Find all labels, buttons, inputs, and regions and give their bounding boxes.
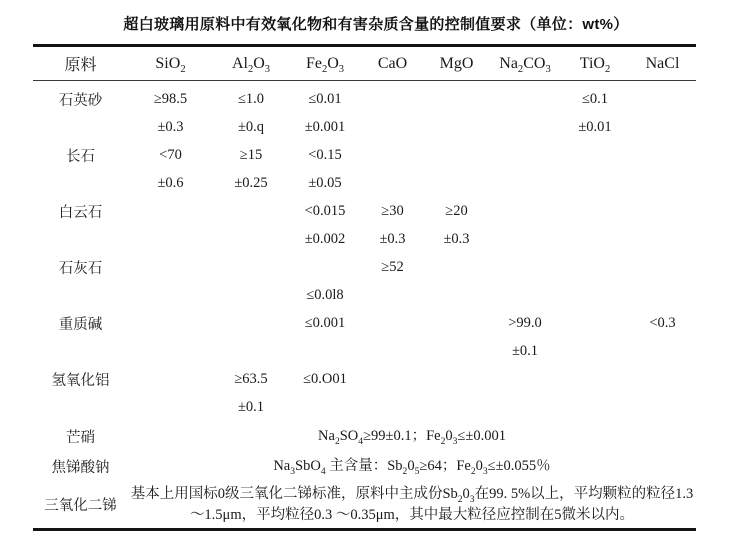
value-cell (424, 113, 489, 141)
value-cell (561, 393, 629, 421)
table-row (33, 481, 696, 530)
value-cell (361, 113, 424, 141)
value-cell (561, 337, 629, 365)
value-cell: ≥98.5 (153, 90, 188, 107)
span-value-cell: $Na_2SO_4\ge 99\pm 0.1$；$Fe_20_3\le\pm 0.001$ (318, 427, 506, 447)
value-cell: ≤0.001 (304, 314, 346, 331)
value-cell: ±0.001 (304, 118, 346, 135)
table-row (33, 169, 696, 197)
value-cell (289, 337, 361, 365)
material-label-cell: 白云石 (58, 204, 103, 221)
material-label-cell: 长石 (66, 148, 95, 165)
column-header: MgO (424, 46, 489, 81)
column-header: SiO$_2$ (128, 46, 213, 81)
value-cell (629, 141, 696, 169)
value-cell (561, 225, 629, 253)
value-cell (289, 253, 361, 281)
value-cell: ≤0.O01 (303, 370, 347, 387)
column-header: $Na_2CO_3$ (489, 46, 561, 81)
table-row (33, 225, 696, 253)
value-cell: <0.3 (649, 314, 676, 331)
value-cell (629, 225, 696, 253)
table-row (33, 421, 696, 451)
value-cell (629, 113, 696, 141)
value-cell (424, 337, 489, 365)
value-cell (561, 197, 629, 225)
material-label-cell (33, 337, 128, 365)
value-cell: ≥52 (381, 258, 404, 275)
value-cell: ≤0.01 (308, 90, 342, 107)
value-cell (489, 141, 561, 169)
table-row (33, 451, 696, 481)
value-cell (128, 197, 213, 225)
value-cell: <0.15 (308, 146, 342, 163)
value-cell (561, 169, 629, 197)
table-row (33, 113, 696, 141)
value-cell (361, 309, 424, 337)
material-label-cell: 芒硝 (66, 429, 95, 446)
column-header: 原料 (33, 46, 128, 81)
value-cell (629, 81, 696, 114)
material-label-cell (33, 169, 128, 197)
value-cell (489, 113, 561, 141)
value-cell: ≥30 (381, 202, 404, 219)
value-cell: ≥20 (445, 202, 468, 219)
table-row (33, 197, 696, 225)
table-row (33, 281, 696, 309)
value-cell (629, 253, 696, 281)
value-cell (424, 365, 489, 393)
value-cell: ≤0.1 (581, 90, 609, 107)
value-cell: ≤0.0l8 (306, 286, 344, 303)
value-cell (424, 281, 489, 309)
value-cell (128, 365, 213, 393)
span-value-cell: 基本上用国标0级三氧化二锑标准，原料中主成份$Sb_20_3$在99. 5%以上，平均颗粒的粒径1.3～1.5μm，平均粒径0.3 ～0.35μm，其中最大粒径应控制在5微米以内。 (130, 485, 694, 523)
value-cell (213, 253, 289, 281)
value-cell (629, 365, 696, 393)
value-cell (128, 225, 213, 253)
value-cell (489, 225, 561, 253)
value-cell (489, 393, 561, 421)
value-cell (489, 197, 561, 225)
value-cell: ±0.1 (237, 398, 265, 415)
page-title: 超白玻璃用原料中有效氧化物和有害杂质含量的控制值要求（单位：wt%） (123, 16, 629, 33)
table-row (33, 337, 696, 365)
table-row (33, 253, 696, 281)
value-cell: ±0.6 (157, 174, 184, 191)
value-cell: ±0.q (237, 118, 265, 135)
value-cell: ±0.3 (379, 230, 406, 247)
value-cell (361, 81, 424, 114)
value-cell (629, 337, 696, 365)
value-cell: ±0.1 (511, 342, 539, 359)
value-cell (424, 309, 489, 337)
value-cell (561, 365, 629, 393)
value-cell (424, 81, 489, 114)
header-row (33, 46, 696, 81)
value-cell (361, 141, 424, 169)
column-header: TiO$_2$ (561, 46, 629, 81)
value-cell (361, 337, 424, 365)
value-cell (424, 393, 489, 421)
value-cell: >99.0 (508, 314, 542, 331)
value-cell (213, 309, 289, 337)
value-cell: ±0.01 (578, 118, 612, 135)
table-row (33, 393, 696, 421)
value-cell (489, 365, 561, 393)
material-label-cell: 三氧化二锑 (44, 498, 117, 514)
table-row (33, 141, 696, 169)
column-header: NaCl (629, 46, 696, 81)
value-cell (361, 281, 424, 309)
value-cell (489, 281, 561, 309)
value-cell (361, 393, 424, 421)
value-cell (489, 81, 561, 114)
value-cell: <70 (159, 146, 182, 163)
value-cell (213, 337, 289, 365)
value-cell (213, 281, 289, 309)
value-cell (361, 169, 424, 197)
value-cell: ±0.3 (443, 230, 470, 247)
table-header (33, 46, 696, 81)
value-cell: ±0.002 (304, 230, 346, 247)
control-values-table (33, 44, 696, 531)
value-cell (629, 281, 696, 309)
value-cell: ±0.3 (157, 118, 184, 135)
table-row (33, 81, 696, 114)
value-cell (561, 309, 629, 337)
value-cell (361, 365, 424, 393)
value-cell (128, 393, 213, 421)
column-header: $Al_2O_3$ (213, 46, 289, 81)
value-cell: ≤1.0 (237, 90, 265, 107)
value-cell: ±0.05 (308, 174, 342, 191)
value-cell (629, 169, 696, 197)
value-cell (128, 337, 213, 365)
value-cell: ±0.25 (234, 174, 268, 191)
value-cell: <0.015 (304, 202, 346, 219)
value-cell (213, 197, 289, 225)
value-cell (489, 169, 561, 197)
material-label-cell (33, 113, 128, 141)
value-cell (561, 281, 629, 309)
value-cell (561, 141, 629, 169)
value-cell: ≥63.5 (234, 370, 268, 387)
material-label-cell (33, 281, 128, 309)
value-cell (128, 253, 213, 281)
value-cell (128, 309, 213, 337)
value-cell (561, 253, 629, 281)
value-cell (213, 225, 289, 253)
material-label-cell: 氢氧化铝 (51, 372, 110, 389)
value-cell (424, 253, 489, 281)
span-value-cell: $Na_3SbO_4$ 主含量：$Sb_20_5\ge 64$；$Fe_20_3\le\pm 0.055$％ (273, 457, 551, 477)
table-row (33, 365, 696, 393)
value-cell (629, 393, 696, 421)
value-cell (289, 393, 361, 421)
value-cell: ≥15 (239, 146, 263, 163)
column-header: CaO (361, 46, 424, 81)
value-cell (128, 281, 213, 309)
table-body (33, 81, 696, 530)
material-label-cell: 石英砂 (58, 92, 103, 109)
value-cell (424, 169, 489, 197)
value-cell (424, 141, 489, 169)
material-label-cell: 石灰石 (58, 260, 103, 277)
value-cell (489, 253, 561, 281)
material-label-cell: 焦锑酸钠 (51, 459, 110, 476)
value-cell (629, 197, 696, 225)
material-label-cell: 重质碱 (58, 316, 103, 333)
table-row (33, 309, 696, 337)
column-header: $Fe_2O_3$ (289, 46, 361, 81)
material-label-cell (33, 393, 128, 421)
material-label-cell (33, 225, 128, 253)
